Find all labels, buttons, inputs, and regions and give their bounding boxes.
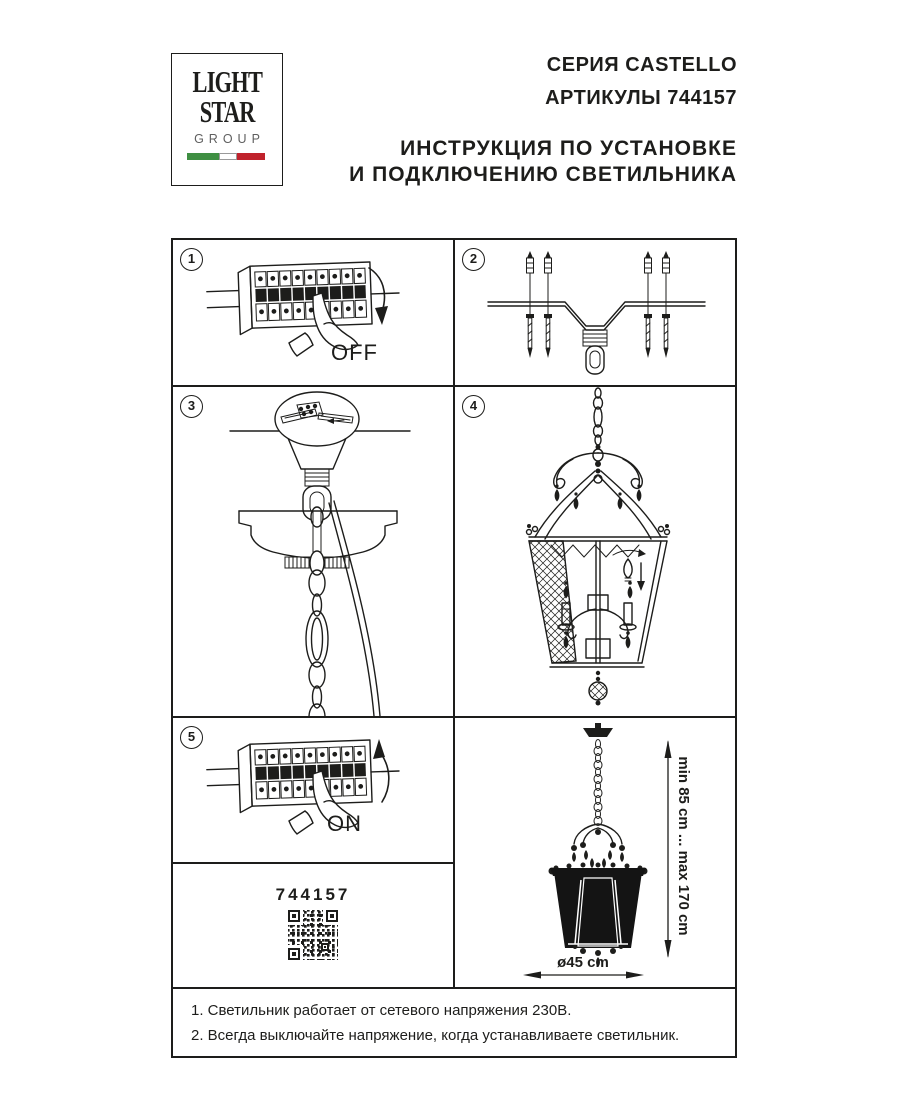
circuit-breaker-off-illustration — [173, 240, 453, 385]
header-article: АРТИКУЛЫ 744157 — [545, 87, 737, 109]
diameter-label: ø45 cm — [557, 954, 609, 971]
dimension-arrow-horizontal — [523, 972, 644, 979]
step-2-panel — [455, 240, 735, 385]
ceiling-bracket-illustration — [455, 240, 735, 385]
dimensions-panel — [455, 718, 735, 987]
dimension-arrow-vertical — [665, 740, 672, 958]
step-number-badge: 1 — [180, 248, 203, 271]
step-3-panel — [173, 387, 453, 716]
header-series: СЕРИЯ CASTELLO — [546, 54, 737, 76]
off-label: OFF — [331, 340, 378, 365]
step-number-badge: 4 — [462, 395, 485, 418]
step-number-badge: 3 — [180, 395, 203, 418]
header-title-line1: ИНСТРУКЦИЯ ПО УСТАНОВКЕ — [400, 137, 737, 160]
article-qr-panel — [173, 864, 453, 987]
on-label: ON — [327, 811, 362, 836]
qr-code — [287, 909, 339, 961]
note-line-2: 2. Всегда выключайте напряжение, когда устанавливаете светильник. — [191, 1027, 680, 1044]
step-5-panel — [173, 718, 453, 862]
article-number: 744157 — [275, 885, 351, 904]
step-number-badge: 5 — [180, 726, 203, 749]
step-1-panel — [173, 240, 453, 385]
logo-word-group: GROUP — [194, 132, 265, 146]
notes-footer — [173, 989, 735, 1056]
canopy-wiring-illustration — [173, 387, 453, 716]
chandelier-assembly-illustration — [455, 387, 735, 716]
arrow-up-icon — [373, 739, 389, 802]
terminal-block-inset — [275, 392, 359, 446]
height-range-label: min 85 cm ... max 170 cm — [675, 756, 692, 936]
instruction-table — [171, 238, 737, 1058]
header-title-line2: И ПОДКЛЮЧЕНИЮ СВЕТИЛЬНИКА — [349, 163, 737, 186]
step-number-badge: 2 — [462, 248, 485, 271]
insert-arrow-icon — [637, 563, 645, 591]
chandelier-dimensions-illustration — [455, 718, 735, 987]
lightstar-logo — [171, 53, 283, 186]
logo-word-light: LIGHT — [192, 64, 262, 99]
italy-flag-icon — [187, 153, 267, 160]
circuit-breaker-on-illustration — [173, 718, 453, 862]
logo-word-star: STAR — [199, 94, 255, 129]
step-4-panel — [455, 387, 735, 716]
note-line-1: 1. Светильник работает от сетевого напряжения 230В. — [191, 1002, 572, 1019]
candle-bulb-icon — [624, 559, 632, 581]
